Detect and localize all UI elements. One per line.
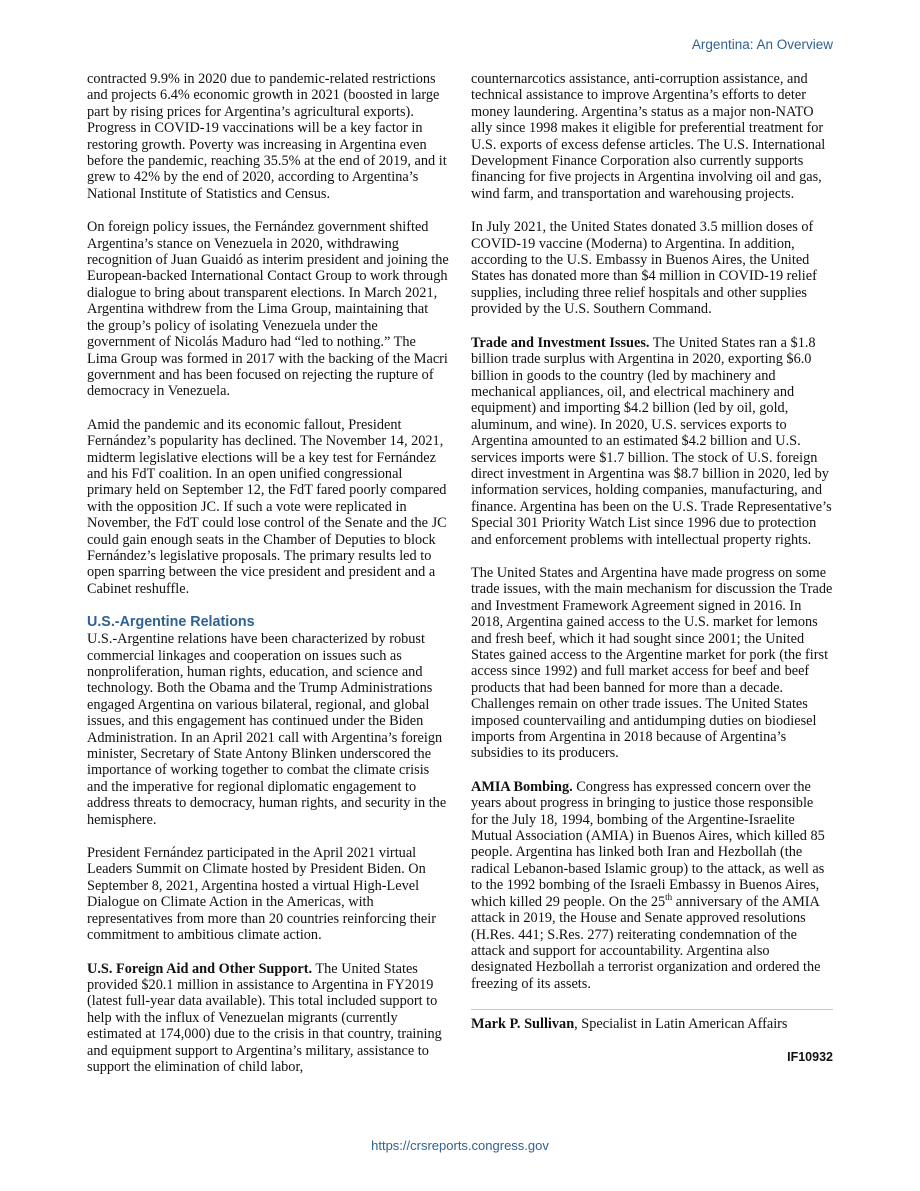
paragraph-assistance-continued: counternarcotics assistance, anti-corruption assistance, and technical assistance to improve Argentina’s efforts to deter money laundering. Argentina’s status as a major non-NATO ally since 1998 makes it eligible for preferential treatment for U.S. exports of excess defense articles. The U.S. International Development Finance Corporation also currently supports financing for five projects in Argentina involving oil and gas, wind farm, and transportation and warehousing projects. [471,71,826,202]
left-column [87,71,449,1092]
paragraph-midterm-elections: Amid the pandemic and its economic fallout, President Fernández’s popularity has declined. The November 14, 2021, midterm legislative elections will be a key test for Fernández and his FdT coalition. In an open unified congressional primary held on September 12, the FdT fared poorly compared with the opposition JC. If such a vote were replicated in November, the FdT could lose control of the Senate and the JC could gain enough seats in the Chamber of Deputies to block Fernández’s legislative proposals. The primary results led to open sparring between the vice president and president and a Cabinet reshuffle. [87,416,447,597]
author-title: , Specialist in Latin American Affairs [574,1016,788,1033]
paragraph-foreign-aid [87,961,449,1076]
section-heading-us-argentine-relations: U.S.-Argentine Relations [87,614,255,631]
paragraph-climate-summit: President Fernández participated in the April 2021 virtual Leaders Summit on Climate hosted by President Biden. On September 8, 2021, Argentina hosted a virtual High-Level Dialogue on Climate Action in the Americas, with representatives from more than 20 countries reinforcing their commitment to ambitious climate action. [87,845,436,944]
paragraph-covid-donations: In July 2021, the United States donated 3.5 million doses of COVID-19 vaccine (Moderna) to Argentina. In addition, according to the U.S. Embassy in Buenos Aires, the United States has donated more than $4 million in COVID-19 relief supplies, including three relief hospitals and other supplies provided by the U.S. Southern Command. [471,219,817,318]
right-column [471,71,833,1064]
ordinal-superscript: th [665,891,673,902]
paragraph-us-argentine-relations: U.S.-Argentine relations have been characterized by robust commercial linkages and cooperation on issues such as nonproliferation, human rights, education, and science and technology. Both the Obama and the Trump Administrations engaged Argentina on various bilateral, regional, and global issues, and this engagement has continued under the Biden Administration. In an April 2021 call with Argentina’s foreign minister, Secretary of State Antony Blinken underscored the importance of working together to combat the climate crisis and the imperative for regional diplomatic engagement to address threats to democracy, human rights, and security in the hemisphere. [87,631,447,828]
run-in-heading-trade-investment: Trade and Investment Issues. [471,334,650,351]
author-line [471,1016,833,1032]
paragraph-economy: contracted 9.9% in 2020 due to pandemic-related restrictions and projects 6.4% economic growth in 2021 (boosted in large part by rising prices for Argentina’s agricultural exports). Progress in COVID-19 vaccinations will be a key factor in restoring growth. Poverty was increasing in Argentina even before the pandemic, reaching 35.5% at the end of 2019, and it grew to 42% by the end of 2020, according to Argentina’s National Institute of Statistics and Census. [87,71,447,202]
paragraph-trade-progress: The United States and Argentina have made progress on some trade issues, with the main mechanism for discussion the Trade and Investment Framework Agreement signed in 2016. In 2018, Argentina gained access to the U.S. market for lemons and fresh beef, which it had sought since 2001; the United States gained access to the Argentine market for pork (the first access since 1992) and full market access for beef and beef products that had been banned for more than a decade. Challenges remain on other trade issues. The United States imposed countervailing and antidumping duties on biodiesel imports from Argentina in 2018 because of Argentina’s subsidies to its producers. [471,564,833,762]
running-header-title: Argentina: An Overview [691,37,833,52]
run-in-heading-foreign-aid: U.S. Foreign Aid and Other Support. [87,960,313,977]
paragraph-amia-bombing [471,779,833,992]
document-code: IF10932 [787,1049,833,1064]
run-in-heading-amia-bombing: AMIA Bombing. [471,778,573,795]
trade-investment-text: The United States ran a $1.8 billion trade surplus with Argentina in 2020, exporting $6.0 billion in goods to the country (led by machinery and mechanical appliances, oil, and electrical machinery and equipment) and importing $4.2 billion (led by oil, gold, aluminum, and wine). In 2020, U.S. services exports to Argentina amounted to an estimated $4.2 billion and U.S. services imports were $1.7 billion. The stock of U.S. foreign direct investment in Argentina was $8.7 billion in 2020, led by information services, holding companies, manufacturing, and finance. Argentina has been on the U.S. Trade Representative’s Special 301 Priority Watch List since 1996 due to protection and enforcement problems with intellectual property rights. [471,334,832,548]
paragraph-foreign-policy: On foreign policy issues, the Fernández government shifted Argentina’s stance on Venezuela in 2020, withdrawing recognition of Juan Guaidó as interim president and joining the European-backed International Contact Group to work through dialogue to bring about transparent elections. In March 2021, Argentina withdrew from the Lima Group, maintaining that the group’s policy of isolating Venezuela under the government of Nicolás Maduro had “led to nothing.” The Lima Group was formed in 2017 with the backing of the Macri government and has been focused on rejecting the rupture of democracy in Venezuela. [87,219,449,400]
paragraph-trade-investment [471,335,833,548]
author-divider [471,1009,833,1010]
footer-url-link[interactable]: https://crsreports.congress.gov [371,1138,549,1153]
amia-text-part-1: Congress has expressed concern over the years about progress in bringing to justice those responsible for the July 18, 1994, bombing of the Argentine-Israelite Mutual Association (AMIA) in Buenos Aires, which killed 85 people. Argentina has linked both Iran and Hezbollah (the radical Lebanon-based Islamic group) to the attack, as well as to the 1992 bombing of the Israeli Embassy in Buenos Aires, which killed 29 people. On the 25 [471,778,825,910]
author-name: Mark P. Sullivan [471,1016,575,1033]
foreign-aid-text: The United States provided $20.1 million in assistance to Argentina in FY2019 (latest full-year data available). This total included support to help with the influx of Venezuelan migrants (currently estimated at 174,000) due to the crisis in that country, training and equipment support to Argentina’s military, assistance to support the elimination of child labor, [87,960,442,1075]
amia-text-part-2: anniversary of the AMIA attack in 2019, the House and Senate approved resolutions (H.Res. 441; S.Res. 277) reiterating condemnation of the attack and support for accountability. Argentina also designated Hezbollah a terrorist organization and ordered the freezing of its assets. [471,893,821,992]
